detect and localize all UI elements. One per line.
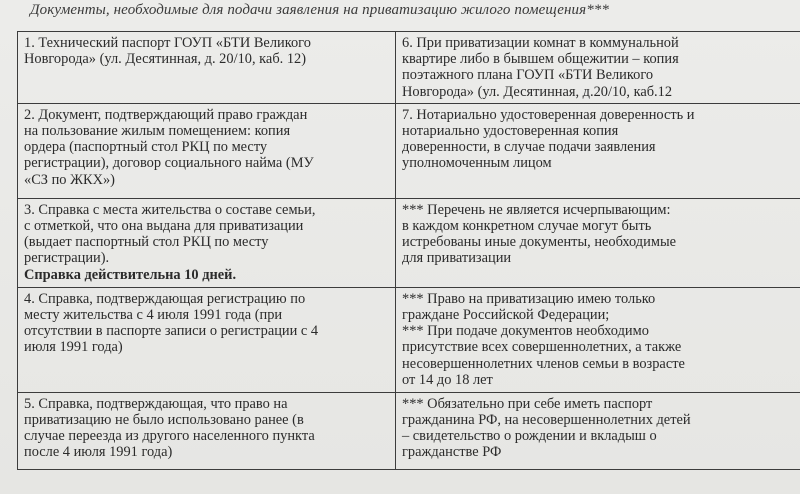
item-7-text: 7. Нотариально удостоверенная доверенность и нотариально удостоверенная копия доверенности, в случае подачи заявления уполномоченным лицом — [402, 106, 695, 172]
table-cell-item-7 — [396, 103, 800, 198]
table-cell-note-list — [396, 198, 800, 287]
note-passport: *** Обязательно при себе иметь паспорт гражданина РФ, на несовершеннолетних детей – свидетельство о рождении и вкладыш о гражданстве РФ — [402, 395, 691, 461]
table-cell-note-passport — [396, 392, 800, 469]
item-5-text: 5. Справка, подтверждающая, что право на приватизацию не было использовано ранее (в случае переезда из другого населенного пункта после 4 июля 1991 года) — [24, 395, 315, 461]
item-3-validity-note: Справка действительна 10 дней. — [24, 266, 237, 283]
table-cell-item-6 — [396, 32, 800, 104]
documents-table — [17, 31, 800, 470]
document-title: Документы, необходимые для подачи заявления на приватизацию жилого помещения*** — [30, 2, 610, 18]
table-cell-item-1 — [18, 32, 396, 104]
note-attendance: *** При подаче документов необходимо присутствие всех совершеннолетних, а также несовершеннолетних членов семьи в возрасте от 14 до 18 лет — [402, 323, 685, 388]
item-2-text: 2. Документ, подтверждающий право граждан на пользование жилым помещением: копия ордера (паспортный стол РКЦ по месту регистрации), договор социального найма (МУ «СЗ по ЖКХ») — [24, 106, 314, 188]
note-citizenship: *** Право на приватизацию имею только граждане Российской Федерации; — [402, 290, 656, 324]
table-cell-item-5 — [18, 392, 396, 469]
table-row — [18, 103, 800, 198]
table-cell-note-citizens — [396, 287, 800, 392]
table-row — [18, 392, 800, 469]
table-cell-item-3 — [18, 198, 396, 287]
item-4-text: 4. Справка, подтверждающая регистрацию по месту жительства с 4 июля 1991 года (при отсутствии в паспорте записи о регистрации с 4 июля 1991 года) — [24, 290, 319, 356]
table-row — [18, 287, 800, 392]
table-row — [18, 198, 800, 287]
table-row — [18, 32, 800, 104]
table-cell-item-4 — [18, 287, 396, 392]
table-cell-item-2 — [18, 103, 396, 198]
item-3-text: 3. Справка с места жительства о составе семьи, с отметкой, что она выдана для приватизации (выдает паспортный стол РКЦ по месту регистрации). — [24, 201, 316, 267]
item-1-text: 1. Технический паспорт ГОУП «БТИ Великого Новгорода» (ул. Десятинная, д. 20/10, каб. 12) — [24, 35, 311, 68]
note-list-not-exhaustive: *** Перечень не является исчерпывающим: в каждом конкретном случае могут быть истребованы иные документы, необходимые для приватизации — [402, 201, 676, 267]
item-6-text: 6. При приватизации комнат в коммунальной квартире либо в бывшем общежитии – копия поэтажного плана ГОУП «БТИ Великого Новгорода» (ул. Десятинная, д.20/10, каб.12 — [402, 35, 679, 100]
